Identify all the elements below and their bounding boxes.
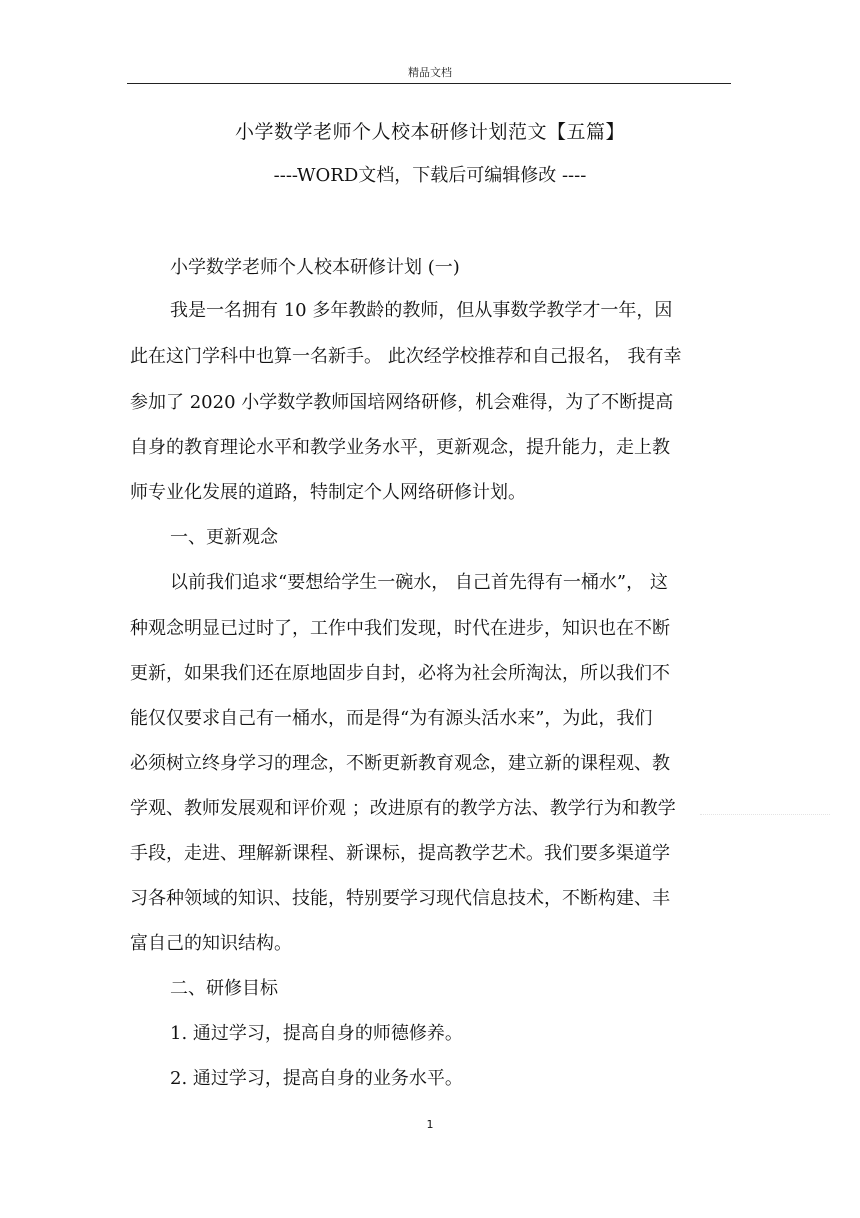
page-number: 1 [426, 1118, 434, 1131]
section-heading: 小学数学老师个人校本研修计划 (一) [170, 257, 460, 278]
list-item: 1. 通过学习，提高自身的师德修养。 [170, 1023, 463, 1044]
page-header-label: 精品文档 [408, 66, 452, 79]
paragraph-line: 种观念明显已过时了，工作中我们发现，时代在进步，知识也在不断 [130, 618, 670, 639]
decorative-dotted-rule [700, 814, 830, 815]
paragraph-line: 必须树立终身学习的理念，不断更新教育观念，建立新的课程观、教 [130, 753, 670, 774]
document-subtitle: ----WORD文档，下载后可编辑修改 ---- [273, 165, 587, 186]
paragraph-line: 师专业化发展的道路，特制定个人网络研修计划。 [130, 482, 526, 503]
paragraph-line: 富自己的知识结构。 [130, 933, 292, 954]
paragraph-line: 更新，如果我们还在原地固步自封，必将为社会所淘汰，所以我们不 [130, 663, 670, 684]
paragraph-line: 学观、教师发展观和评价观 ；改进原有的教学方法、教学行为和教学 [130, 798, 676, 819]
document-title: 小学数学老师个人校本研修计划范文【五篇】 [234, 121, 625, 143]
paragraph-line: 我是一名拥有 10 多年教龄的教师，但从事数学教学才一年，因 [170, 300, 673, 321]
paragraph-line: 能仅仅要求自己有一桶水，而是得“为有源头活水来”，为此，我们 [130, 708, 653, 729]
subheading-study-goals: 二、研修目标 [170, 978, 278, 999]
paragraph-line: 手段，走进、理解新课程、新课标，提高教学艺术。我们要多渠道学 [130, 843, 670, 864]
subheading-update-concepts: 一、更新观念 [170, 527, 278, 548]
paragraph-line: 自身的教育理论水平和教学业务水平，更新观念，提升能力，走上教 [130, 437, 670, 458]
paragraph-line: 参加了 2020 小学数学教师国培网络研修，机会难得，为了不断提高 [130, 392, 674, 413]
paragraph-line: 以前我们追求“要想给学生一碗水， 自己首先得有一桶水”， 这 [170, 572, 668, 593]
header-divider [127, 83, 731, 84]
list-item: 2. 通过学习，提高自身的业务水平。 [170, 1068, 463, 1089]
paragraph-line: 此在这门学科中也算一名新手。 此次经学校推荐和自己报名， 我有幸 [130, 346, 682, 367]
paragraph-line: 习各种领域的知识、技能，特别要学习现代信息技术，不断构建、丰 [130, 888, 670, 909]
